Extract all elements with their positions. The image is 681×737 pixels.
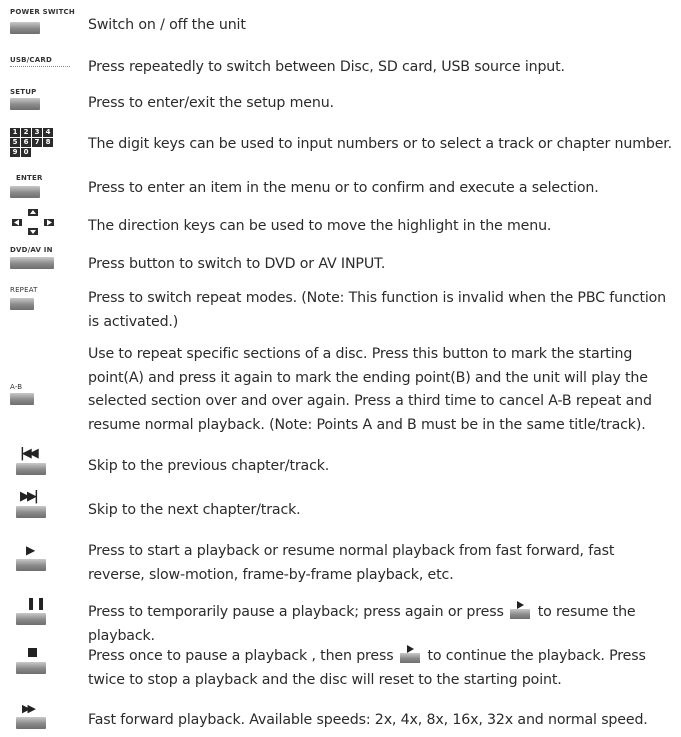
setup-label: SETUP (10, 88, 37, 96)
button-graphic (10, 98, 40, 110)
dvd-av-in-label: DVD/AV IN (10, 246, 53, 254)
setup-description: Press to enter/exit the setup menu. (88, 95, 334, 111)
digit-key[interactable]: 3 (32, 128, 42, 137)
usb-card-description: Press repeatedly to switch between Disc, SD card, USB source input. (88, 59, 565, 75)
button-graphic (16, 662, 46, 674)
enter-label: ENTER (16, 174, 43, 182)
power-switch-label: POWER SWITCH (10, 8, 75, 16)
pause-text-b: to resume the playback. (88, 604, 636, 644)
inline-play-icon (510, 601, 532, 619)
digit-keys-description: The digit keys can be used to input numbers or to select a track or chapter number. (88, 136, 673, 152)
digit-key[interactable]: 4 (43, 128, 53, 137)
skip-previous-icon: |◀◀ (20, 446, 36, 461)
digit-key[interactable]: 2 (21, 128, 31, 137)
button-graphic (16, 506, 46, 518)
usb-card-label: USB/CARD (10, 56, 52, 64)
play-icon: ▶ (26, 543, 36, 557)
power-switch-description: Switch on / off the unit (88, 17, 246, 33)
fast-forward-description: Fast forward playback. Available speeds: 2x, 4x, 8x, 16x, 32x and normal speed. (88, 712, 648, 728)
button-graphic (16, 463, 46, 475)
repeat-description: Press to switch repeat modes. (Note: This function is invalid when the PBC function is activated.) (88, 290, 667, 330)
previous-description: Skip to the previous chapter/track. (88, 458, 330, 474)
button-graphic (10, 22, 40, 34)
button-graphic (10, 298, 34, 310)
button-graphic (16, 717, 46, 729)
button-graphic (16, 613, 46, 625)
enter-description: Press to enter an item in the menu or to confirm and execute a selection. (88, 180, 599, 196)
digit-key[interactable]: 7 (32, 138, 42, 147)
pause-description (88, 601, 673, 648)
skip-next-icon: ▶▶| (20, 489, 36, 504)
button-graphic (16, 559, 46, 571)
a-b-label: A-B (10, 383, 23, 391)
digit-keypad (10, 128, 53, 157)
button-graphic (10, 186, 40, 198)
pause-icon: ❚❚ (26, 596, 47, 610)
digit-key[interactable]: 5 (10, 138, 20, 147)
stop-text-a: Press once to pause a playback , then press (88, 648, 394, 664)
button-graphic (10, 393, 34, 405)
digit-key[interactable]: 8 (43, 138, 53, 147)
digit-key[interactable]: 1 (10, 128, 20, 137)
digit-key[interactable]: 6 (21, 138, 31, 147)
repeat-label: REPEAT (10, 286, 38, 294)
fast-forward-icon: ▶▶ (22, 702, 33, 715)
pause-text-a: Press to temporarily pause a playback; press again or press (88, 604, 504, 620)
digit-key[interactable]: 0 (21, 148, 31, 157)
a-b-description: Use to repeat specific sections of a disc. Press this button to mark the starting point(A) and press it again to mark the ending point(B) and the unit will play the selected section over and over again. Press a third time to cancel A-B repeat and resume normal playback. (Note: Points A and B must be in the same title/track). (88, 346, 652, 433)
play-description: Press to start a playback or resume normal playback from fast forward, fast reverse, slow-motion, frame-by-frame playback, etc. (88, 543, 615, 583)
stop-description (88, 645, 673, 692)
button-graphic (10, 257, 54, 269)
button-graphic (10, 66, 70, 70)
stop-text-b: to continue the playback. Press twice to stop a playback and the disc will reset to the starting point. (88, 648, 646, 688)
dvd-av-in-description: Press button to switch to DVD or AV INPUT. (88, 256, 386, 272)
stop-icon (28, 648, 37, 657)
direction-keys-description: The direction keys can be used to move the highlight in the menu. (88, 218, 552, 234)
direction-arrows-icon (10, 208, 60, 238)
next-description: Skip to the next chapter/track. (88, 502, 301, 518)
digit-key[interactable]: 9 (10, 148, 20, 157)
inline-play-icon (400, 645, 422, 663)
